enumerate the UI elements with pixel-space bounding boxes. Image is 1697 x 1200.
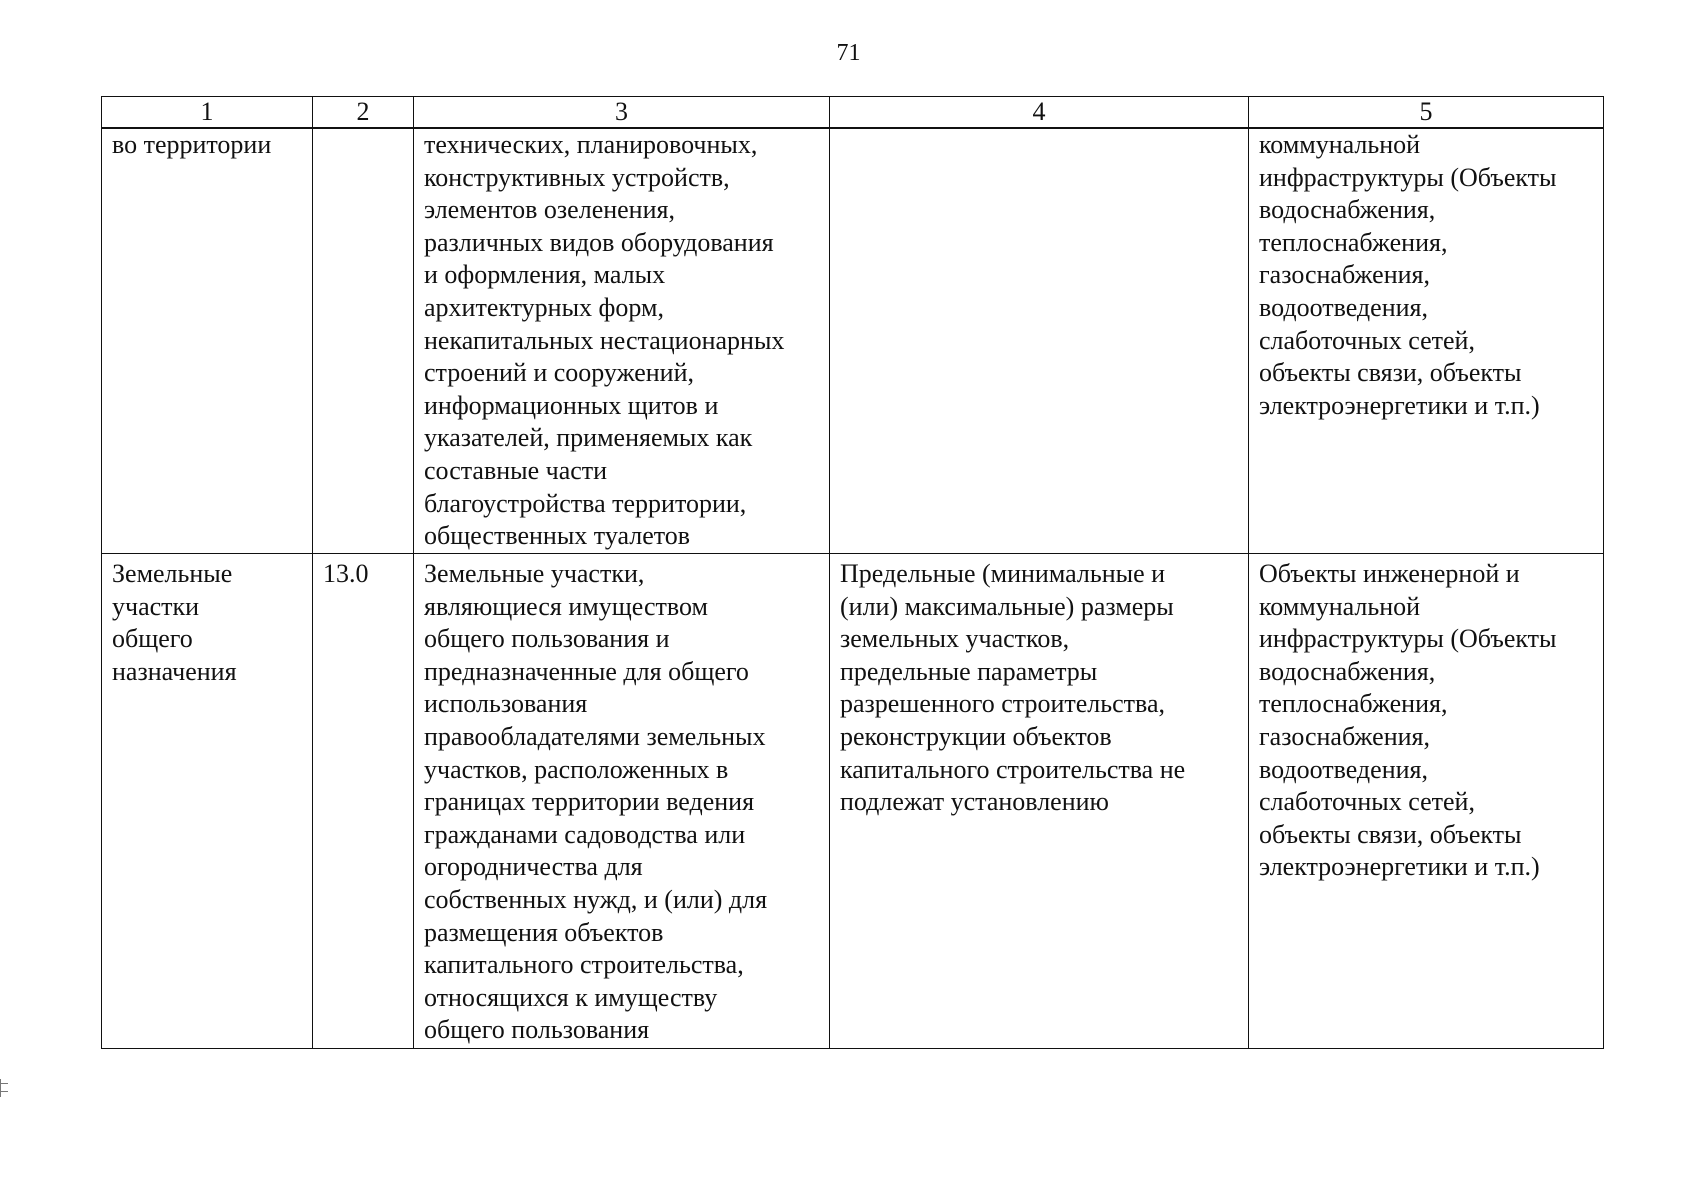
cell-text: Земельные участки общего назначения (112, 559, 237, 686)
cell-text: во территории (112, 130, 272, 159)
cell-text: Объекты инженерной и коммунальной инфраструктуры (Объекты водоснабжения, теплоснабжения, газоснабжения, водоотведения, слаботочных сетей, объекты связи, объекты электроэнергетики и т.п.) (1259, 559, 1557, 882)
scan-margin-mark (0, 1079, 9, 1097)
column-header-4: 4 (830, 97, 1249, 129)
cell-text: Предельные (минимальные и (или) максимальные) размеры земельных участков, предельные параметры разрешенного строительства, реконструкции объектов капитального строительства не подлежат установлению (840, 559, 1186, 817)
cell-land-use-name (102, 554, 313, 1049)
table-header-row (102, 97, 1604, 129)
table-row (102, 554, 1604, 1049)
cell-code (313, 128, 414, 554)
land-use-table (101, 96, 1604, 1049)
table-row (102, 128, 1604, 554)
cell-description (414, 554, 830, 1049)
cell-parameters (830, 554, 1249, 1049)
cell-auxiliary-uses (1249, 554, 1604, 1049)
cell-parameters (830, 128, 1249, 554)
cell-description (414, 128, 830, 554)
column-header-5: 5 (1249, 97, 1604, 129)
cell-text: коммунальной инфраструктуры (Объекты водоснабжения, теплоснабжения, газоснабжения, водоотведения, слаботочных сетей, объекты связи, объекты электроэнергетики и т.п.) (1259, 130, 1557, 420)
cell-land-use-name (102, 128, 313, 554)
cell-code (313, 554, 414, 1049)
cell-text: технических, планировочных, конструктивных устройств, элементов озеленения, различных видов оборудования и оформления, малых архитектурных форм, некапитальных нестационарных строений и сооружений, информационных щитов и указателей, применяемых как составные части благоустройства территории, общественных туалетов (424, 130, 785, 551)
cell-text: Земельные участки, являющиеся имуществом общего пользования и предназначенные для общего использования правообладателями земельных участков, расположенных в границах территории ведения гражданами садоводства или огородничества для собственных нужд, и (или) для размещения объектов капитального строительства, относящихся к имуществу общего пользования (424, 559, 768, 1045)
cell-auxiliary-uses (1249, 128, 1604, 554)
column-header-3: 3 (414, 97, 830, 129)
cell-text: 13.0 (323, 559, 369, 588)
column-header-2: 2 (313, 97, 414, 129)
column-header-1: 1 (102, 97, 313, 129)
page-number: 71 (836, 40, 861, 66)
